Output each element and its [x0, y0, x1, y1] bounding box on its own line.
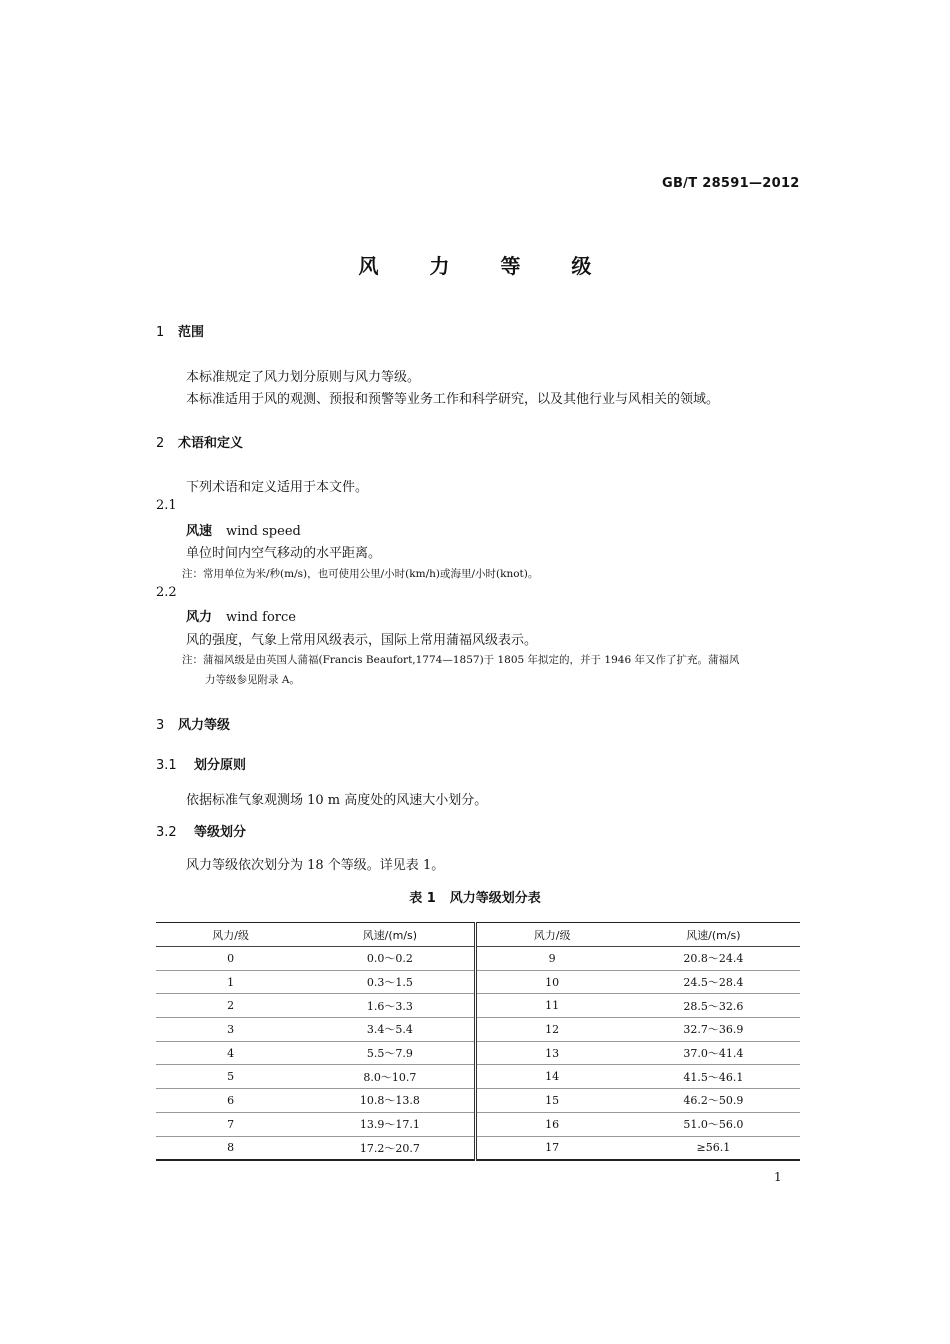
table-cell: 0	[227, 951, 235, 965]
table-cell: 15	[476, 1089, 627, 1113]
table-cell: 12	[476, 1018, 627, 1042]
header-speed-left: 风速/(m/s)	[305, 923, 476, 947]
term-2-1-note: 注：常用单位为米/秒(m/s)，也可使用公里/小时(km/h)或海里/小时(knot)。	[182, 568, 539, 580]
term-2-2-note-line-1: 注：蒲福风级是由英国人蒲福(Francis Beaufort,1774—1857)于 1805 年拟定的，并于 1946 年又作了扩充。蒲福风	[182, 654, 740, 666]
table-cell: 8.0～10.7	[363, 1070, 417, 1084]
table-row	[156, 1136, 800, 1160]
table-cell: 41.5～46.1	[683, 1070, 744, 1084]
section-3-number: 3	[156, 718, 165, 733]
table-cell: 16	[476, 1112, 627, 1136]
table-cell: 11	[476, 994, 627, 1018]
table-row	[156, 1112, 800, 1136]
section-1-number: 1	[156, 325, 165, 340]
header-force-left: 风力/级	[156, 923, 305, 947]
section-3-2-heading	[156, 821, 246, 840]
table-cell: 13.9～17.1	[359, 1118, 420, 1132]
table-row	[156, 970, 800, 994]
table-cell: 9	[476, 947, 627, 971]
table-cell: 1	[227, 975, 235, 989]
section-2-title: 术语和定义	[178, 436, 244, 451]
table-caption	[0, 887, 950, 906]
section-3-2-title: 等级划分	[194, 825, 247, 840]
table-header-row	[156, 923, 800, 947]
table-cell: 5	[227, 1070, 235, 1084]
table-cell: 0.3～1.5	[366, 976, 413, 990]
table-cell: 3	[227, 1022, 235, 1036]
table-cell: 7	[227, 1117, 235, 1131]
standard-code: GB/T 28591—2012	[662, 176, 800, 191]
header-force-right: 风力/级	[476, 923, 627, 947]
section-1-paragraph-2: 本标准适用于风的观测、预报和预警等业务工作和科学研究，以及其他行业与风相关的领域。	[186, 392, 720, 407]
table-row	[156, 1041, 800, 1065]
section-2-intro: 下列术语和定义适用于本文件。	[186, 480, 369, 495]
page-number: 1	[774, 1170, 782, 1184]
term-2-1-definition: 单位时间内空气移动的水平距离。	[186, 546, 382, 561]
table-row	[156, 947, 800, 971]
table-cell: 17.2～20.7	[359, 1141, 420, 1155]
table-cell: 20.8～24.4	[683, 952, 744, 966]
table-caption-title: 风力等级划分表	[449, 891, 541, 906]
term-2-2-en: wind force	[226, 610, 296, 625]
section-3-1-heading	[156, 754, 246, 773]
wind-force-table	[156, 922, 800, 1161]
table-row	[156, 1018, 800, 1042]
term-2-2-definition: 风的强度，气象上常用风级表示，国际上常用蒲福风级表示。	[186, 633, 538, 648]
table-cell: 1.6～3.3	[366, 999, 413, 1013]
term-2-1	[186, 520, 301, 539]
table-row	[156, 994, 800, 1018]
table-cell: 32.7～36.9	[683, 1023, 744, 1037]
section-3-1-number: 3.1	[156, 758, 177, 773]
section-2-heading	[156, 432, 243, 451]
section-3-2-number: 3.2	[156, 825, 177, 840]
term-2-2-note-line-2: 力等级参见附录 A。	[205, 674, 300, 686]
section-2-number: 2	[156, 436, 165, 451]
section-3-1-title: 划分原则	[194, 758, 247, 773]
table-cell: 46.2～50.9	[683, 1094, 744, 1108]
section-1-paragraph-1: 本标准规定了风力划分原则与风力等级。	[186, 370, 421, 385]
term-2-2-number: 2.2	[156, 585, 177, 600]
term-2-1-number: 2.1	[156, 498, 177, 513]
header-speed-right: 风速/(m/s)	[627, 923, 800, 947]
table-cell: 14	[476, 1065, 627, 1089]
section-3-title: 风力等级	[178, 718, 231, 733]
table-cell: 37.0～41.4	[683, 1047, 744, 1061]
table-cell: ≥56.1	[696, 1141, 731, 1155]
table-row	[156, 1089, 800, 1113]
section-3-2-text: 风力等级依次划分为 18 个等级。详见表 1。	[186, 858, 445, 873]
section-1-title: 范围	[178, 325, 205, 340]
table-cell: 28.5～32.6	[683, 999, 744, 1013]
table-caption-number: 表 1	[409, 891, 436, 906]
table-cell: 17	[476, 1136, 627, 1160]
table-cell: 10.8～13.8	[359, 1094, 420, 1108]
table-cell: 4	[227, 1046, 235, 1060]
table-cell: 3.4～5.4	[366, 1023, 413, 1037]
table-cell: 51.0～56.0	[683, 1118, 744, 1132]
table-cell: 13	[476, 1041, 627, 1065]
section-1-heading	[156, 321, 204, 340]
table-cell: 0.0～0.2	[366, 952, 413, 966]
section-3-heading	[156, 714, 230, 733]
table-cell: 10	[476, 970, 627, 994]
table-cell: 6	[227, 1093, 235, 1107]
table-cell: 8	[227, 1141, 235, 1155]
page-title: 风 力 等 级	[358, 254, 614, 278]
term-2-2-zh: 风力	[186, 610, 213, 625]
table-cell: 5.5～7.9	[366, 1047, 413, 1061]
term-2-1-zh: 风速	[186, 524, 213, 539]
table-cell: 24.5～28.4	[683, 976, 744, 990]
table-row	[156, 1065, 800, 1089]
table-cell: 2	[227, 999, 235, 1013]
term-2-1-en: wind speed	[226, 524, 301, 539]
section-3-1-text: 依据标准气象观测场 10 m 高度处的风速大小划分。	[186, 793, 488, 808]
term-2-2	[186, 606, 296, 625]
